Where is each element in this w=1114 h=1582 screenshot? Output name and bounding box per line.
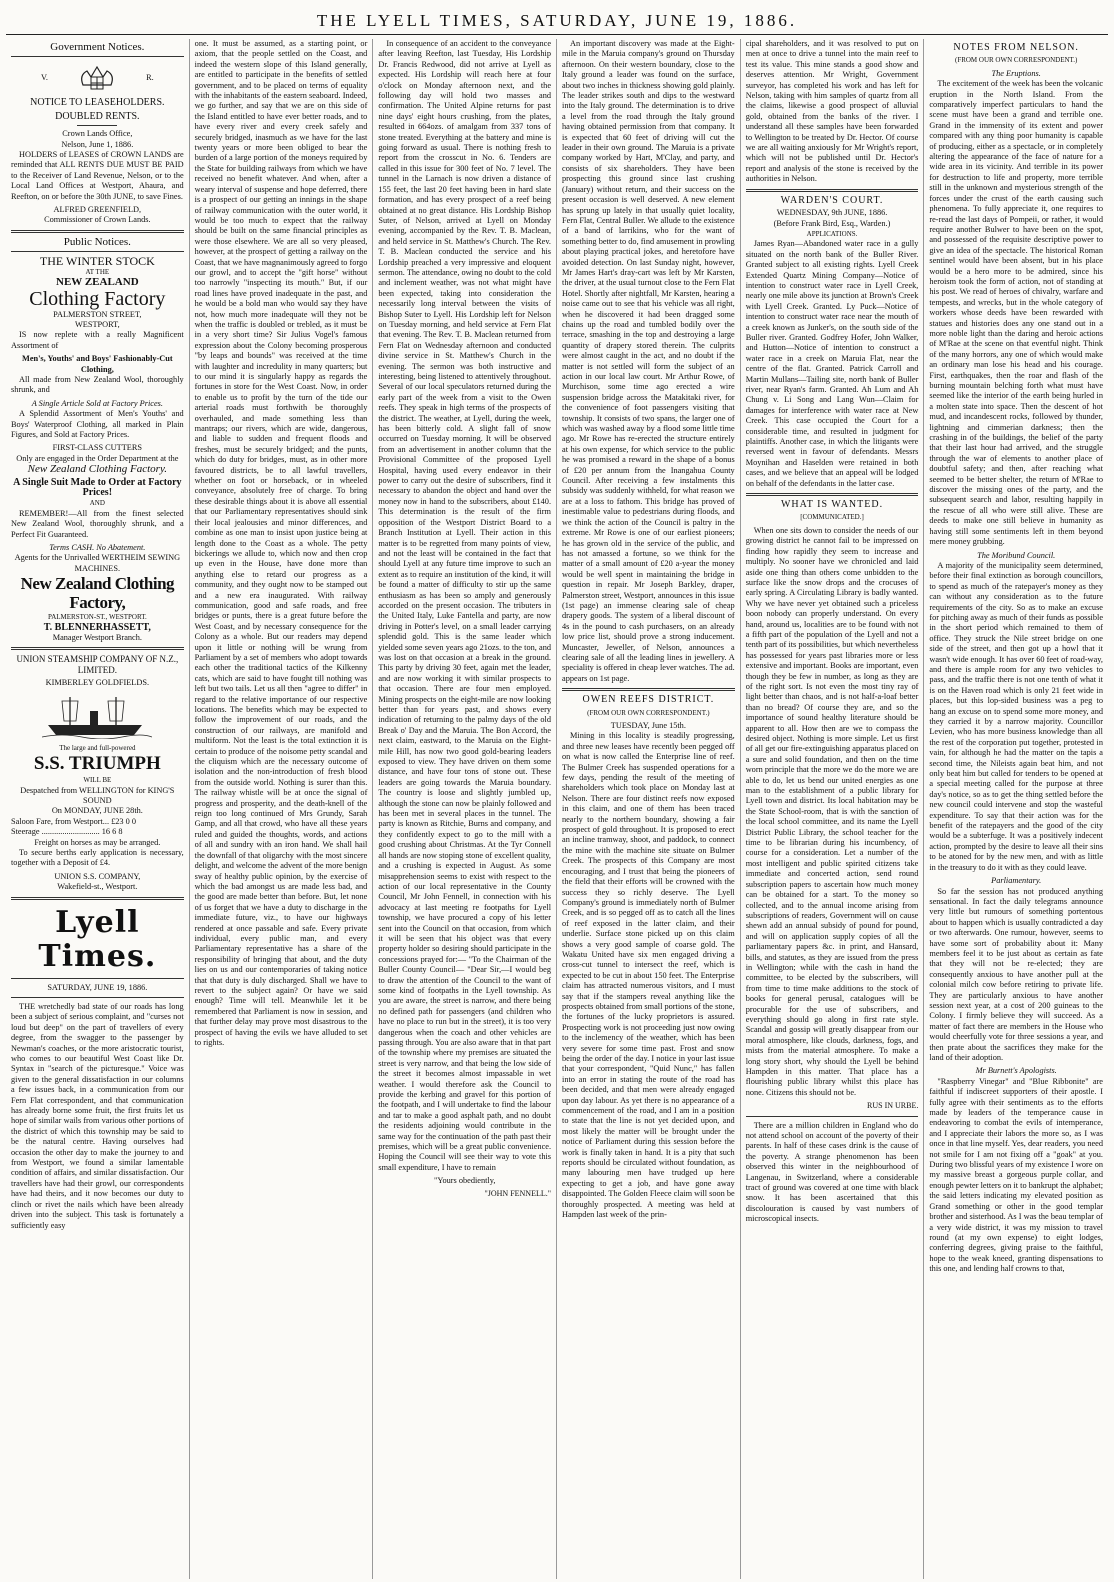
signature-name: ALFRED GREENFIELD,	[53, 205, 142, 215]
editorial-text: THE wretchedly bad state of our roads has long been a subject of serious complaint, and "curses not loud but deep" on the part of travellers of every degree, from the swagger to the passenger by Newman's coaches, or the more aristocratic tourist, who comes to our beautiful West Coast like Dr. Syntax in "search of the picturesque." Voice was given to the general dissatisfaction in our columns a few issues back, in a communication from our Fern Flat correspondent, and that communication has already borne some fruit, the first fruits let us hope of similar wails from various other portions of the district of which this township may be said to be the natural centre. Having ourselves had occasion the other day to make the journey to and from Westport, we found a similar lamentable condition of affairs, and similar dissatisfaction. Our travellers have had their growl, our correspondents have had theirs, and it now becomes our duty to clinch or rivet the nails which have been already driven into the subject. This task is fortunately a sufficiently easy	[11, 1001, 184, 1230]
wakefield-st: Wakefield-st., Westport.	[57, 882, 138, 892]
owen-reefs-text: Mining in this locality is steadily progressing, and three new leases have recently been pegged off on what is now called the Enterprise line of reef. The Bulmer Creek has suspended operations for a few days, pending the result of the meeting of shareholders which took place on Monday last at Nelson. There are four distinct reefs now exposed in this claim, and one of them has been traced nearly to the northern boundary, showing a fair prospect of gold throughout. It is proposed to erect an incline tramway, shoot, and paddock, to connect the mine with the machine site situate on Bulmer Creek. The prospects of this Company are most encouraging, and I trust that being the pioneers of the field that their efforts will be crowned with the success they so richly deserve. The Lyell Company's ground is immediately north of Bulmer Creek, and is so pegged off as to catch all the lines of reef exposed in the latter claim, and their underlie. Surface stone picked up on this claim shows a very good sample of coarse gold. The Wakatu United have six men engaged driving a cross-cut tunnel to intersect the reef, which is expected to be cut in about 150 feet. The Enterprise claim has attracted numerous visitors, and I must say that if the stampers reveal anything like the prospects obtained from small portions of the stone, the fortunes of the lucky proprietors is assured. Prospecting work is not proceeding just now owing to the inclemency of the weather, which has been very severe for some time past. Frost and snow being the order of the day. I notice in your last issue that your correspondent, "Quid Nunc," has fallen into an error in stating the route of the road has been decided, and that men were already engaged upon day labour. As yet there is no appearance of a commencement of the road, and I am in a position to state that the line is not yet decided upon, and most likely the matter will be brought under the notice of Parliament during this session before the work is finally taken in hand. It is a pity that such reports should be circulated without foundation, as many labouring men have trudged up here expecting to get a job, and have gone away disappointed. The Golden Fleece claim will soon be thoroughly prospected. A meeting was held at Hampden last week of the prin-	[562, 731, 735, 1220]
manager: Manager Westport Branch.	[52, 633, 142, 643]
eruptions-heading: The Eruptions.	[991, 68, 1041, 78]
and: AND	[89, 499, 105, 508]
parliamentary-heading: Parliamentary.	[991, 876, 1042, 886]
divider	[11, 997, 184, 998]
replete-text: IS now replete with a really Magnificent Assortment of	[11, 330, 184, 350]
misc-news-text: There are a million children in England who do not attend school on account of the poverty of their parents. In half of these cases drink is the cause of the poverty. A strange phenomenon has been observed this winter in the neighbourhood of Langenau, in Switzerland, where a considerable tract of ground was covered at one time with black snow. It has been ascertained that this discolouration is caused by vast numbers of microscopical insects.	[745, 1120, 919, 1224]
dateline: SATURDAY, JUNE 19, 1886.	[47, 982, 148, 992]
communicated-label: [COMMUNICATED.]	[800, 513, 864, 522]
town: WESTPORT,	[74, 319, 120, 329]
secure-berths: To secure berths early application is necessary, together with a Deposit of £4.	[11, 847, 184, 868]
crest-right-letter: R.	[146, 73, 154, 83]
office-date: Nelson, June 1, 1886.	[61, 139, 134, 149]
signature-title: Commissioner of Crown Lands.	[44, 215, 151, 225]
divider	[746, 1116, 919, 1117]
cutters: FIRST-CLASS CUTTERS	[52, 443, 143, 453]
divider	[11, 230, 184, 233]
parliamentary-text: So far the session has not produced anything sensational. In fact the daily telegrams announce very little but rumours of something portentous about to happen which is usually contradicted a day or two afterwards. One rumour, however, seems to have some sort of probability about it: Many members feel it to be just about as certain as fate that they will not be re-elected; they are consequently anxious to have another pull at the colonial milch cow before retiring to private life. They are particularly anxious to have another session next year, at a cost of 200 guineas to the Colony. I firmly believe they will succeed. As a matter of fact there are members in the House who would cheerfully vote for three sessions a year, and then prate about the sacrifices they make for the land of their adoption.	[929, 886, 1103, 1062]
notes-from-nelson-subheading: (FROM OUR OWN CORRESPONDENT.)	[954, 56, 1078, 65]
splendid-assortment: A Splendid Assortment of Men's Youths' and Boys' Waterproof Clothing, all marked in Plain Figures, and Sold at Factory Prices.	[11, 409, 184, 439]
applications-label: APPLICATIONS.	[806, 229, 858, 238]
columns	[6, 39, 1108, 1579]
what-is-wanted-heading: WHAT IS WANTED.	[780, 499, 884, 511]
column-6	[924, 39, 1108, 1579]
owen-reefs-subheading: (FROM OUR OWN CORRESPONDENT.)	[587, 708, 710, 717]
nz-clothing-factory-2: New Zealand Clothing Factory,	[20, 574, 175, 613]
column-2	[190, 39, 374, 1579]
doubled-rents: DOUBLED RENTS.	[55, 110, 140, 122]
eruptions-text: The excitement of the week has been the volcanic eruption in the North Island. From the comparatively imperfect particulars to hand the scene must have been a grand and terrible one. Grand in the immensity of its extent and power compared with any thing poor humanity is capable of producing, either as a spectacle, or in completely altering the appearance of the face of nature for a wide area in its vicinity. And terrible in its power for destruction to life and property, more terrible still in the unknown and mysterious strength of the forces under the crust of the earth causing such phenomena. To fully appreciate it, one requires to re-read the last days of Pompeii, or rather, it would require another Bulwer to have been on the spot, and possessed of the requisite descriptive power to give an idea of the spectacle. The historical Roman sentinel would have been absent, but in his place would be a hero more to be admired, since his heroism took the form of action, not of standing at his post. We read of heroes of chivalry, warfare and tempests, and wrecks, but in the whole category of workers whose deeds have been rewarded with statues and histories does any one stand out in a more noble light than the daring and heroic actions of M'Rae at the scene on that eventful night. Think of the many horrors, any one of which would make an ordinary man lose his head and his courage. First, earthquakes, then the roar and flash of the burning mountain belching forth what must have seemed like the interior of the earth being hurled in a molten state into space. Then the descent of hot mud, and incandescent rocks, followed by thunder, lightning and cimmerian darkness; then the crashing in of the buildings, the belief of the party that their last hour had arrived, and the struggle through the war of elements to another place of doubtful safety; and then, after reaching what seemed to be better shelter, the return of M'Rae to discover the missing ones of the party, and the subsequent search and labor, resulting happily in the rescue of all who were still alive. These are deeds to make one still believe in humanity as having still some sentiments left in them beyond mere money grubbing.	[929, 79, 1103, 547]
wardens-court-before: (Before Frank Bird, Esq., Warden.)	[773, 218, 891, 228]
mens-clothing: Men's, Youths' and Boys' Fashionably-Cut Clothing,	[21, 354, 173, 374]
despatched: Despatched from WELLINGTON for KING'S SOUND	[20, 785, 175, 805]
burnett-apologists-text: "Raspberry Vinegar" and "Blue Ribbonite" are faithful if indiscreet supporters of their apostle. I fully agree with their sentiments as to the efforts made by leaders of the temperance cause in endeavoring to combat the evils of intemperance, and I appreciate their labors the more so, as I was once in that line myself. Yes, dear readers, you need not smile for I am not fixing off a "goak" at you. During two blissful years of my existence I wore on my massive breast a gorgeous purple collar, and enough pewter letters on it to bankrupt the alphabet; the said letters indicating my elevated position as Grand something or other in the good templar brother and sisterhood. As I was the beau templar of a very wide district, it was my mission to travel round (at my own expense) to eight lodges, conferring degrees, giving praise to the faithful, hope to the weak kneed, granting dispensations to this one, and lending half crowns to that,	[929, 1076, 1103, 1274]
notice-title: NOTICE TO LEASEHOLDERS.	[30, 97, 165, 109]
column-3	[373, 39, 557, 1579]
masthead: THE LYELL TIMES, SATURDAY, JUNE 19, 1886.	[6, 8, 1108, 35]
column-5	[741, 39, 925, 1579]
burnett-apologists-heading: Mr Burnett's Apologists.	[975, 1066, 1057, 1076]
wardens-court-text: James Ryan—Abandoned water race in a gully situated on the north bank of the Buller River. Granted subject to all existing rights. Lyell Creek Extended Quartz Mining Company—Notice of intention to construct water race in Lyell Creek, nearly one mile above its junction at Brown's Creek with Lyell Creek. Granted. Ly Puck—Notice of intention to construct water race near the mouth of a creek known as Junker's, on the south side of the Buller river. Granted. Godfrey Hofer, John Walker, and Hutton—Notice of intention to construct a water race in a creek on Maruia Flat, near the centre of the flat. Granted. Patrick Carroll and Martin Mullans—Tailing site, north bank of Buller river, near Ryan's farm. Granted. Ah Lum and Ah Chung v. Li Song and Lang Wun—Claim for damages for interference with water race at New Creek. This case occupied the Court for a considerable time, and resulted in judgment for plaintiffs. Another case, in which the litigants were reversed went in favour of defendants. Messrs Moynihan and Haselden were retained in both cases, and we believe that an appeal will be lodged on behalf of the defendants in the latter case.	[745, 239, 919, 488]
steerage-fare: Steerage ............................ 16 6 8	[11, 827, 123, 837]
new-zealand: NEW ZEALAND	[56, 276, 139, 289]
notes-from-nelson-heading: NOTES FROM NELSON.	[953, 42, 1079, 53]
agents: Agents for the Unrivalled WERTHEIM SEWING MACHINES.	[14, 553, 181, 573]
remember-text: REMEMBER!—All from the finest selected New Zealand Wool, thoroughly shrunk, and a Perfect Fit Guaranteed.	[11, 508, 184, 539]
divider	[11, 56, 184, 57]
made-from: All made from New Zealand Wool, thoroughly shrunk, and	[11, 374, 184, 395]
local-news-continued: An important discovery was made at the Eight-mile in the Maruia company's ground on Thursday afternoon. On their western boundary, close to the Italy ground a leader was found on the surface, about two inches in thickness showing gold plainly. The leader strikes south and dips to the westward into the Italy ground. The determination is to drive a level from the road through the Italy ground having obtained permission from that company. It is expected that 60 feet of driving will cut the leader in their own ground. The Maruia is a private company worked by Hart, M'Clay, and party, and consists of six shareholders. They have been prospecting this ground since last crushing (January) without return, and their success on the present occasion is well deserved. A new element has sprung up lately in that usually quiet locality, Fern Flat, Central Buller. We allude to the existence of a band of larrikins, who for the want of something better to do, find amusement in prowling about playing practical jokes, and heretofore have avoided detection. On last Sunday night, however, Mr James Hart's dray-cart was left by Mr Karsten, the driver, at the usual turnout close to the Fern Flat Hotel. Shortly after nightfall, Mr Karsten, hearing a noise came out to see that his vehicle was all right, when he discovered it had been dragged some chains up the road and tumbled bodily over the terrace, smashing in the top and destroying a large quantity of drapery stored therein. The culprits were almost caught in the act, and no doubt if the matter is not settled will form the subject of an action in our local law court. Mr Arthur Rowe, of Murchison, some time ago erected a wire suspension bridge across the Matakitaki river, for the convenience of foot passengers visiting that township. It consists of two spans, the larger one of which was washed away by a flood some little time ago. Mr Rowe has re-erected the structure entirely at his own expense, for which service to the public he was promised a reward in the shape of a bonus of £20 per annum from the Inangahua County Council. After receiving a few instalments this subsidy was suddenly withheld, for what reason we are at a loss to fathom. This bridge has proved of inestimable value to pedestrians during floods, and we think the action of the Council is paltry in the extreme. Mr Rowe is one of our earliest pioneers; he has grown old in the service of the public, and has not amassed a fortune, so we think for the matter of a small amount of £20 a-year the money would be well spent in maintaining the bridge in question in repair. Mr Joseph Barkley, draper, Palmerston street, Westport, announces in this issue (1st page) an immense clearing sale of cheap drapery goods. The system of a liberal discount of 4s in the pound to cash purchasers, on an already low price list, should prove a strong inducement. Muncaster, Jeweller, of Nelson, announces a clearing sale of all the leading lines in jewellery. A speciality is offered in cheap lever watches. The ad. appears on 1st page.	[562, 39, 735, 683]
column-1	[6, 39, 190, 1579]
divider	[11, 251, 184, 252]
will-be: WILL BE	[83, 776, 112, 785]
freight: Freight on horses as may be arranged.	[34, 837, 161, 847]
owen-reefs-date: TUESDAY, June 15th.	[610, 721, 686, 730]
ss-triumph: S.S. TRIUMPH	[33, 753, 161, 775]
moribund-council-heading: The Moribund Council.	[977, 550, 1056, 560]
address: PALMERSTON-ST., WESTPORT.	[47, 613, 147, 622]
nz-clothing-factory: New Zealand Clothing Factory.	[27, 463, 167, 476]
owen-reefs-continued: cipal shareholders, and it was resolved to put on men at once to drive a tunnel into the main reef to test its value. This mine stands a good show and deserves attention. Mr Wright, Government surveyor, has completed his work and has left for Nelson, taking with him samples of quartz from all the claims, likewise a good prospect of alluvial gold, obtained from the banks of the river. I understand all these samples have been forwarded to Wellington to be treated by Dr. Hector. Of course we are all waiting anxiously for Mr Wright's report, which will not be published until Dr. Hector's report and analysis of the stone is received by the authorities in Nelson.	[745, 39, 919, 184]
clothing-factory: Clothing Factory	[29, 287, 166, 310]
wardens-court-date: WEDNESDAY, 9th JUNE, 1886.	[776, 208, 888, 218]
column-4	[557, 39, 741, 1579]
usc-company: UNION S.S. COMPANY,	[54, 871, 141, 881]
crest-left-letter: V.	[41, 73, 48, 83]
saloon-fare: Saloon Fare, from Westport... £23 0 0	[11, 816, 136, 826]
wardens-court-heading: WARDEN'S COURT.	[780, 194, 884, 206]
only-engaged: Only are engaged in the Order Department at the	[16, 453, 179, 463]
divider	[11, 647, 184, 650]
divider	[746, 189, 919, 192]
union-steamship: UNION STEAMSHIP COMPANY OF N.Z., LIMITED.	[16, 654, 179, 675]
steamship-icon	[42, 693, 152, 739]
large-powered: The large and full-powered	[59, 743, 136, 752]
single-suit: A Single Suit Made to Order at Factory Prices!	[13, 476, 182, 498]
owen-reefs-heading: OWEN REEFS DISTRICT.	[582, 694, 715, 706]
at-the: AT THE	[85, 267, 110, 276]
notice-body: HOLDERS of LEASES of CROWN LANDS are reminded that ALL RENTS DUE MUST BE PAID to the Receiver of Land Revenue, Nelson, or to the Local Land Offices at Westport, Ahaura, and Reefton, on or before the 30th JUNE, to save Fines.	[11, 150, 184, 201]
single-article: A Single Article Sold at Factory Prices.	[31, 398, 163, 408]
what-is-wanted-text: When one sits down to consider the needs of our growing district he cannot fail to be impressed on finding how rapidly they seem to increase and multiply. No sooner have we chronicled and laid aside one thing than others come unbidden to the surface like the snow drops and the crocuses of early spring. A Circulating Library is badly wanted. Why we have never yet obtained such a priceless boon nobody can properly understand. On every hand, around us, localities are to be found with not a fifth part of the population of the Lyell and not a tenth part of its possibilities, but which nevertheless has possessed for years past libraries more or less extensive and important. Books are important, even though they be few in number, as long as they are of the right sort. Is not even the most tiny ray of light better than chaos, and is not half-a-loaf better than no bread? Of course they are, and so the importance of sound healthy literature should be apparent to all. How then are we to compass the desired object. Nothing is more simple. Let us first of all get our fire-extinguishing apparatus placed on a sure and solid foundation, and then on the time worn principle that the more we do the more we are able to do, let us bend our united energies as one man to the establishment of a public library for Lyell town and district. Its local habitation may be the State School-room, that is with the sanction of the local school committee, and its name the Lyell District Public Library, the school teacher for the time to be librarian during his incumbency, of course for a consideration. Let a number of the most intelligent and public spirited citizens take immediate and concerted action, send round subscription papers to ascertain how much money can be obtained for a start. To the money so collected, and to the annual income arising from subscriptions of readers, Government will on cause shewn add an annual subsidy of pound for pound, and will on application supply copies of all the parliamentary papers &c. in print, and Hansard, bills, and statutes, as they are issued from the press in Wellington; while with the cash in hand the committee, to be elected by the subscribers, will from time to time make additions to the stock of books for general perusal, catalogues will be procurable for the use of subscribers, and everything should go along in first rate style. Scandal and gossip will greatly disappear from our moral atmosphere, like clouds, darkness, fogs, and mists from the material atmosphere. To make a long story short, why should the Lyell be behind Hampden in this matter. That place has a flourishing public library whilst this place has none. Citizens this should not be.	[745, 525, 919, 1097]
editorial-continued: one. It must be assumed, as a starting point, or axiom, that the people settled on the Coast, and indeed the western slope of this Island generally, are entitled to participate in the benefits of settled government, and to be placed on terms of equality with the inhabitants of the eastern seaboard. Indeed, we go further, and say that we are on this side of the Island entitled to have ever better roads, and to have every river and every creek safely and securely bridged, inasmuch as we have for the last twenty years or more been obliged to bear the burden of a large portion of the moneys required by the State for building railways from which we have received no benefit whatever. And when, after a weary interval of suspense and hope deferred, there is a prospect of our getting an innings in the shape of railway communication with the outer world, it would be too much to expect that the railway should be built on the same financial principles as were those elsewhere. We are all so very pleased, however, at the prospect of getting a railway on the Coast, that we have magnanimously agreed to forgo our growl, and to accept the "gift horse" without too narrowly "inspecting its mouth." But, if our road lines have proved inadequate in the past, and he would be a bold man who would say they have not, how much more inadequate will they not be when the traffic is doubled or trebled, as it must be in a very short time? Sir Julius Vogel's famous expression about the Colony becoming prosperous "by leaps and bounds" was received at the time with laughter and incredulity in many quarters; but to our mind it is singularly happy as regards the fortunes in store for the West Coast. Now, in order to enable us to profit by the turn of the tide our arterial roads must forthwith be thoroughly overhauled, and made something less than mantraps; our rivers, which are wide, dangerous, and liable to sudden and frequent floods and freshes, must be securely bridged; and the punts, which do duty for bridges, must, as in other more favoured districts, be to all lawful travellers, whether on foot or horseback, or in wheeled conveyance, absolutely free of charge. To bring these desirable things about it is above all essential that our Parliamentary representatives should sink their local jealousies and minor differences, and combine as one man to insist upon justice being at length done to the Coast as a whole. The petty bickerings we allude to, which now and then crop up even in the House, have done more than anything else to retard our progress as a community, and they ought now to be stamped out and a new era inaugurated. With railway communication, good and safe roads, and free bridges or punts, there is a great future before the West Coast, and by necessary consequence for the Colony as a whole. But our readers may depend upon it little or nothing will be wrung from Parliament by a set of members who adopt towards each other the traditional tactics of the Kilkenny cats, which are said to have fought till nothing was left but two tails. Let us all then "agree to differ" in regard to the relative importance of our respective locations. The benefits which may be expected to follow the improvement of our roads, and the construction of our railways, are manifold and multiform. Not the least is the total extinction it is certain to produce of the noisome petty scandal and the cliquism which are the necessary outcome of isolation and the non-introduction of fresh blood from the outside world. Nothing is surer than this. The railway whistle will be at once the signal of progress and prosperity, and the death-knell of the reign too long continued of Mrs Grundy, Sarah Gamp, and all that crowd, who have all these years ruled and guided the thoughts, words, and actions of all and sundry with an iron hand. We shall hail the downfall of that oligarchy with the most sincere delight, and welcome the advent of the more benign sway of healthy public opinion, by the exercise of which the bad amongst us are made less bad, and the good are made better than before. But, let none of us forget that we have a duty to discharge in the immediate future, viz., to have our highways rendered at once passable and safe. Every private individual, every public man, and every Parliamentary representative has a share of the responsibility of bringing that about, and the duty lies on us and our contemporaries of taking notice that that duty is duly discharged. Shall we have to revert to the subject again? Or have we said enough? Time will tell. Meanwhile let it be remembered that Parliament is now in session, and that further delay may prove most disastrous to the prospect of having the evils we have alluded to set to rights.	[194, 39, 368, 1047]
divider	[77, 125, 117, 126]
gov-notices-header: Government Notices.	[50, 41, 145, 53]
public-notices-header: Public Notices.	[63, 235, 131, 248]
local-news-text: In consequence of an accident to the conveyance after leaving Reefton, last Tuesday, His Lordship Dr. Francis Redwood, did not arrive at Lyell as expected. His Lordship will reach here at four o'clock on Monday afternoon next, and the following day will hold two masses and confirmation. The United Alpine returns for past nine days' eight hours crushing, from the plates, resulted in 664ozs. of amalgam from 337 tons of stone treated. Everything at the battery and mine is going forward as usual. There is nothing fresh to report from the crosscut in No. 6. Tenders are called in this issue for 300 feet of No. 7 level. The tunnel in the Larnach is now driven a distance of 155 feet, the last 20 feet having been in hard slate formation, and has every prospect of a reef being obtained at no great distance. His Lordship Bishop Suter, of Nelson, arrived at Lyell on Monday evening, accompanied by the Rev. T. B. Maclean, and held service in St. Matthew's Church. The Rev. T. B. Maclean conducted the service and his Lordship preached a very impressive and eloquent sermon. The attendance, owing no doubt to the cold and inclement weather, was not what might have been expected, taking into consideration the necessarily long interval between the visits of Bishop Suter to Lyell. His Lordship left for Nelson on Tuesday morning, and held service at Fern Flat that evening. The Rev. T. B. Maclean returned from Fern Flat on Wednesday afternoon and conducted divine service in St. Matthew's Church in the evening. The sermon was both instructive and interesting, being listened to attentively throughout. Several of our local speculators returned during the early part of the week from a visit to the Owen reefs. They speak in high terms of the prospects of the district. The weather, at Lyell, during the week, has been bitterly cold. A slight fall of snow occurred on Tuesday morning. It will be observed from an advertisement in another column that the Provisional Committee of the proposed Lyell Hospital, having used every endeavor in their power to carry out the desire of subscribers, find it necessary to abandon the object and hand over the money now in hand to the subscribers, about £140. This determination is the result of the firm opposition of the Westport District Board to a Branch Institution at Lyell. Their action in this matter is to be regretted from many points of view, and not the least will be contained in the fact that should Lyell at any future time improve to such an extent as to require an institution of the kind, it will be found a matter of difficulty to stir up the same enthusiasm as has been so amply and generously accorded on the present occasion. The tributers in the United Italy, Luke Fantella and party, are now driving in Potter's level, on a small leader carrying splendid gold. This is the same leader which yielded some seven years ago 21ozs. to the ton, and was lost on that occasion at a break in the ground. This party by driving 30 feet, again met the leader, and are now working it with similar prospects to that occasion. There are four men employed. Mining prospects on the eight-mile are now looking better than for years past, and shows every indication of returning to the palmy days of the old Break o' Day and the Maruia. The Bon Accord, the next claim, eastward, to the Maruia on the Eight-mile Hill, has now two good gold-bearing leaders exposed to view. They have driven on them some distance, and have four tons of stone out. These leaders are going towards the Maruia boundary. The country is loose and slightly jumbled up, although the stone can now be plainly followed and has been met in several places in the tunnel. The party is known as Ritchie, Burns and company, and they confidently expect to go to the mill with a good crushing about Christmas. At the Tyr Connell all hands are now stoping stone of excellent quality, and a crushing is expected in August. As some misapprehension seems to exist with respect to the action of our local representative in the County Council, Mr John Fennell, in connection with his advocacy at last meeting re footpaths for Lyell township, we have procured a copy of his letter sent into the Council on that occasion, from which it will be seen that his object was that every property holder so desiring should participate in the concessions prayed for:— "To the Chairman of the Buller County Council— "Dear Sir,—I would beg to draw the attention of the Council to the want of some kind of footpaths in the Lyell township. As you are aware, the street is narrow, and there being no defined path for passengers (and children who have no place to run but in the street), it is too very dangerous when the coach and other vehicles are passing through. You are also aware that in that part of the township where my premises are situated the street is very narrow, and that being the low side of the street it becomes almost impassable in wet weather. I would therefore ask the Council to provide the kerbing and gravel for this portion of the footpath, and I will undertake to find the labour and tar to make a good asphalt path, and no doubt the residents adjoining would contribute in the same way for the continuation of the path past their premises, which will be a great public convenience. Hoping the Council will see their way to vote this small expenditure, I have to remain	[378, 39, 552, 1172]
terms-cash: Terms CASH. No Abatement.	[49, 543, 146, 553]
royal-crest-icon	[75, 63, 119, 93]
divider	[562, 688, 735, 691]
blennerhassett: T. BLENNERHASSETT,	[43, 621, 151, 633]
moribund-council-text: A majority of the municipality seem determined, before their final extinction as borough councillors, to spend as much of the ratepayer's money as they can without any consideration as to the future requirements of the city. So as to make an excuse for pitching away as much of their funds as possible in the short period which remained to them of office. They struck the Nile street bridge on one side of the street, and then got up a howl that it wasn't wide enough. It has over 60 feet of road-way, and there is ample room for any two vehicles to pass, and the traffic there is not one tenth of what it is on the Haven road which is only 21 feet wide in places, but this lop-sided business was a peg to hang an excuse on to spend some more money, and they carried it by a narrow majority. Councillor Levien, who has more business knowledge than all the rest of the corporation put together, protested in vain, for although he had the matter on the tapis a second time, the Nileists again beat him, and not only beat him but called for tenders to be opened at a special meeting called for the purpose at three day's notice, so as to get the thing settled before the new council could intervene and stop the wasteful expenditure. To say that their action was for the benefit of the ratepayers and the good of the city would be a subterfuge. It was a positively indecent action, prompted by the desire to leave all their sins to be atoned for by the new men, and with as little in the treasury to do it with as they could leave.	[929, 560, 1103, 872]
winter-stock: THE WINTER STOCK	[39, 254, 155, 269]
what-is-wanted-signature: RUS IN URBE.	[867, 1101, 919, 1111]
divider	[11, 897, 184, 900]
office-line: Crown Lands Office,	[62, 129, 133, 139]
monday: On MONDAY, JUNE 28th.	[51, 806, 143, 816]
letter-signature: "JOHN FENNELL."	[484, 1188, 552, 1198]
newspaper-nameplate: Lyell Times.	[38, 904, 157, 974]
crest-row	[11, 61, 184, 95]
kimberley: KIMBERLEY GOLDFIELDS.	[45, 678, 150, 688]
divider	[11, 978, 184, 979]
letter-closing: "Yours obediently,	[433, 1176, 496, 1186]
divider	[746, 493, 919, 496]
street: PALMERSTON STREET,	[53, 309, 142, 319]
